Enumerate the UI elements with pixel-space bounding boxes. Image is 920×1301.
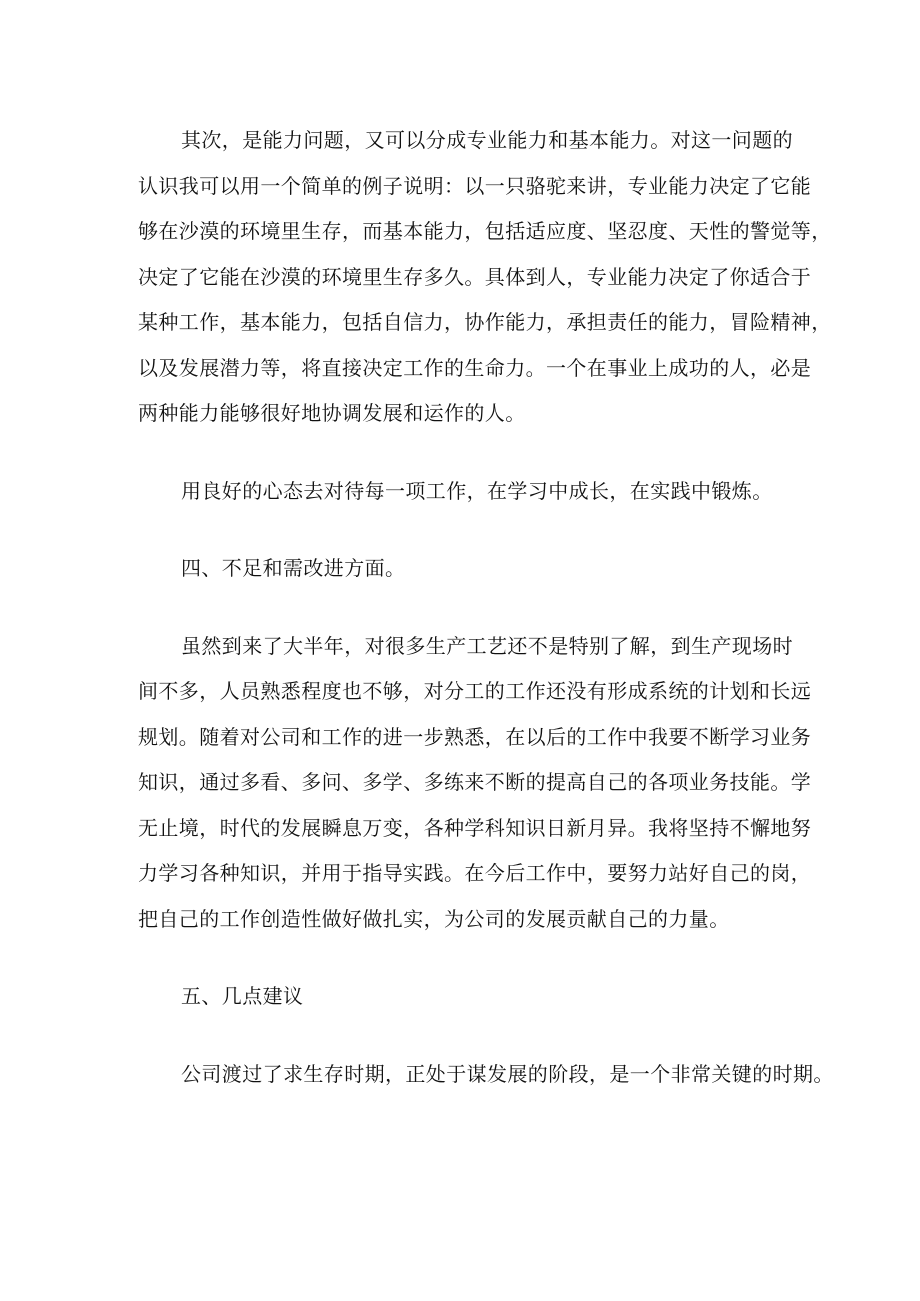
- paragraph-suggestions: [138, 1052, 834, 1098]
- text-line: 力学习各种知识，并用于指导实践。在今后工作中，要努力站好自己的岗，: [138, 861, 812, 885]
- text-line: 其次，是能力问题，又可以分成专业能力和基本能力。对这一问题的: [181, 128, 793, 152]
- document-page: [138, 118, 834, 1097]
- text-line: 把自己的工作创造性做好做扎实，为公司的发展贡献自己的力量。: [138, 906, 730, 931]
- text-line: 两种能力能够很好地协调发展和运作的人。: [138, 401, 526, 425]
- paragraph-attitude: [138, 469, 788, 515]
- text-line: 间不多，人员熟悉程度也不够，对分工的工作还没有形成系统的计划和长远: [138, 679, 812, 703]
- paragraph-gap: [138, 592, 788, 624]
- text-line: 认识我可以用一个简单的例子说明：以一只骆驼来讲，专业能力决定了它能: [138, 173, 812, 198]
- text-line: 用良好的心态去对待每一项工作，在学习中成长，在实践中锻炼。: [181, 478, 773, 503]
- text-line: 决定了它能在沙漠的环境里生存多久。具体到人，专业能力决定了你适合于: [138, 264, 812, 289]
- paragraph-gap: [138, 1020, 788, 1052]
- text-line: 无止境，时代的发展瞬息万变，各种学科知识日新月异。我将坚持不懈地努: [138, 815, 812, 840]
- paragraph-gap: [138, 437, 788, 469]
- paragraph-gap: [138, 514, 788, 546]
- text-line: 规划。随着对公司和工作的进一步熟悉，在以后的工作中我要不断学习业务: [138, 724, 812, 749]
- section-heading-five: 五、几点建议: [181, 984, 304, 1008]
- section-heading-four: 四、不足和需改进方面。: [181, 556, 406, 580]
- text-line: 够在沙漠的环境里生存，而基本能力，包括适应度、坚忍度、天性的警觉等，: [138, 219, 832, 243]
- paragraph-shortcomings: [138, 624, 812, 943]
- text-line: 虽然到来了大半年，对很多生产工艺还不是特别了解，到生产现场时: [181, 633, 793, 658]
- text-line: 某种工作，基本能力，包括自信力，协作能力，承担责任的能力，冒险精神，: [138, 310, 832, 334]
- text-line: 公司渡过了求生存时期，正处于谋发展的阶段，是一个非常关键的时期。: [181, 1061, 834, 1086]
- paragraph-gap: [138, 942, 788, 974]
- paragraph-ability: [138, 118, 832, 437]
- text-line: 以及发展潜力等，将直接决定工作的生命力。一个在事业上成功的人，必是: [138, 355, 812, 380]
- text-line: 知识，通过多看、多问、多学、多练来不断的提高自己的各项业务技能。学: [138, 770, 812, 794]
